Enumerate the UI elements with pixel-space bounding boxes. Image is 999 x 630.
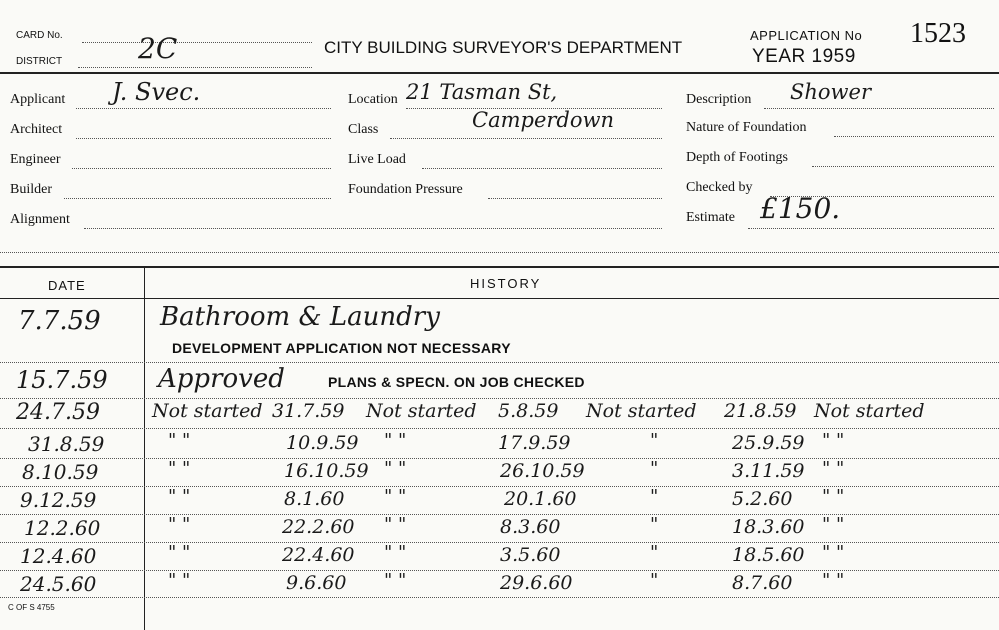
nature-of-foundation-label: Nature of Foundation	[686, 120, 807, 135]
section-rule	[0, 266, 999, 268]
history-header-rule	[0, 298, 999, 299]
date-header: DATE	[48, 278, 86, 293]
history-check-2: " "	[384, 430, 407, 451]
district-line	[78, 67, 312, 68]
builder-label: Builder	[10, 182, 52, 197]
history-date-3: 26.10.59	[500, 460, 585, 482]
history-check-2: " "	[384, 514, 407, 535]
row-rule	[0, 458, 999, 459]
history-check-4: " "	[822, 430, 845, 451]
checked-by-label: Checked by	[686, 180, 753, 195]
history-date: 15.7.59	[16, 366, 108, 394]
alignment-label: Alignment	[10, 212, 70, 227]
description-label: Description	[686, 92, 752, 107]
history-check-3: "	[650, 542, 659, 563]
description-value: Shower	[790, 80, 871, 104]
estimate-line	[748, 228, 994, 229]
history-check-2: Not started	[366, 400, 477, 422]
row-rule	[0, 514, 999, 515]
engineer-label: Engineer	[10, 152, 61, 167]
history-check-4: " "	[822, 458, 845, 479]
history-stamp: DEVELOPMENT APPLICATION NOT NECESSARY	[172, 340, 511, 356]
history-date-3: 8.3.60	[500, 516, 561, 538]
history-check-4: Not started	[814, 400, 925, 422]
card-no-label: CARD No.	[16, 30, 63, 41]
engineer-line	[72, 168, 331, 169]
applicant-label: Applicant	[10, 92, 66, 107]
history-check-1: " "	[168, 514, 191, 535]
history-entry-text: Approved	[158, 364, 285, 394]
history-date: 12.4.60	[20, 544, 97, 568]
history-check-1: " "	[168, 570, 191, 591]
header-rule	[0, 72, 999, 74]
history-check-3: "	[650, 430, 659, 451]
card-no-line	[82, 42, 312, 43]
row-rule	[0, 398, 999, 399]
estimate-value: £150.	[760, 192, 841, 225]
history-check-3: "	[650, 486, 659, 507]
alignment-line	[84, 228, 662, 229]
applicant-value: J. Svec.	[112, 78, 201, 106]
history-date-4: 18.5.60	[732, 544, 805, 566]
history-date-3: 17.9.59	[498, 432, 571, 454]
estimate-label: Estimate	[686, 210, 735, 225]
row-rule	[0, 570, 999, 571]
history-check-1: " "	[168, 486, 191, 507]
history-date: 24.5.60	[20, 572, 97, 596]
history-date-4: 3.11.59	[732, 460, 805, 482]
history-check-4: " "	[822, 570, 845, 591]
depth-of-footings-line	[812, 166, 994, 167]
history-date: 8.10.59	[22, 460, 99, 484]
history-date-3: 3.5.60	[500, 544, 561, 566]
application-no: 1523	[910, 18, 966, 49]
nature-of-foundation-line	[834, 136, 994, 137]
district-label: DISTRICT	[16, 56, 63, 67]
history-entry-text: Bathroom & Laundry	[160, 302, 440, 332]
history-check-1: " "	[168, 542, 191, 563]
history-date-3: 5.8.59	[498, 400, 559, 422]
description-line	[764, 108, 994, 109]
location-value: 21 Tasman St,	[406, 80, 558, 104]
history-check-2: " "	[384, 486, 407, 507]
depth-of-footings-label: Depth of Footings	[686, 150, 788, 165]
history-check-2: " "	[384, 542, 407, 563]
architect-label: Architect	[10, 122, 63, 137]
foundation-pressure-line	[488, 198, 662, 199]
history-check-1: " "	[168, 458, 191, 479]
history-check-3: "	[650, 514, 659, 535]
history-check-2: " "	[384, 570, 407, 591]
date-column-divider	[144, 268, 145, 630]
history-date-4: 25.9.59	[732, 432, 805, 454]
history-date-2: 10.9.59	[286, 432, 359, 454]
history-date-3: 29.6.60	[500, 572, 573, 594]
history-date-4: 8.7.60	[732, 572, 793, 594]
district-value: 2C	[138, 32, 178, 65]
application-no-label: APPLICATION No	[750, 28, 863, 43]
live-load-label: Live Load	[348, 152, 406, 167]
history-check-3: Not started	[586, 400, 697, 422]
history-date: 9.12.59	[20, 488, 97, 512]
history-check-3: "	[650, 570, 659, 591]
history-header: HISTORY	[470, 276, 542, 291]
history-stamp: PLANS & SPECN. ON JOB CHECKED	[328, 374, 585, 390]
form-code: C OF S 4755	[8, 603, 55, 612]
history-date-4: 21.8.59	[724, 400, 797, 422]
history-date: 12.2.60	[24, 516, 101, 540]
class-label: Class	[348, 122, 379, 137]
applicant-line	[76, 108, 331, 109]
history-check-4: " "	[822, 486, 845, 507]
history-date-4: 5.2.60	[732, 488, 793, 510]
row-rule	[0, 486, 999, 487]
history-check-4: " "	[822, 542, 845, 563]
class-line	[390, 138, 662, 139]
history-date: 31.8.59	[28, 432, 105, 456]
history-check-3: "	[650, 458, 659, 479]
row-rule	[0, 597, 999, 598]
fields-bottom-line	[0, 252, 999, 253]
history-date-2: 8.1.60	[284, 488, 345, 510]
year-label: YEAR 1959	[752, 46, 856, 67]
history-date: 24.7.59	[16, 400, 100, 425]
row-rule	[0, 362, 999, 363]
history-date-3: 20.1.60	[504, 488, 577, 510]
history-check-4: " "	[822, 514, 845, 535]
history-check-1: " "	[168, 430, 191, 451]
history-check-1: Not started	[152, 400, 263, 422]
row-rule	[0, 428, 999, 429]
class-value: Camperdown	[472, 108, 614, 132]
history-check-2: " "	[384, 458, 407, 479]
architect-line	[76, 138, 331, 139]
history-date: 7.7.59	[18, 306, 101, 336]
history-date-2: 22.2.60	[282, 516, 355, 538]
department-title: CITY BUILDING SURVEYOR'S DEPARTMENT	[324, 38, 683, 57]
live-load-line	[422, 168, 662, 169]
history-date-4: 18.3.60	[732, 516, 805, 538]
location-label: Location	[348, 92, 398, 107]
builder-line	[64, 198, 331, 199]
history-date-2: 16.10.59	[284, 460, 369, 482]
history-date-2: 22.4.60	[282, 544, 355, 566]
history-date-2: 9.6.60	[286, 572, 347, 594]
row-rule	[0, 542, 999, 543]
history-date-2: 31.7.59	[272, 400, 345, 422]
foundation-pressure-label: Foundation Pressure	[348, 182, 463, 197]
